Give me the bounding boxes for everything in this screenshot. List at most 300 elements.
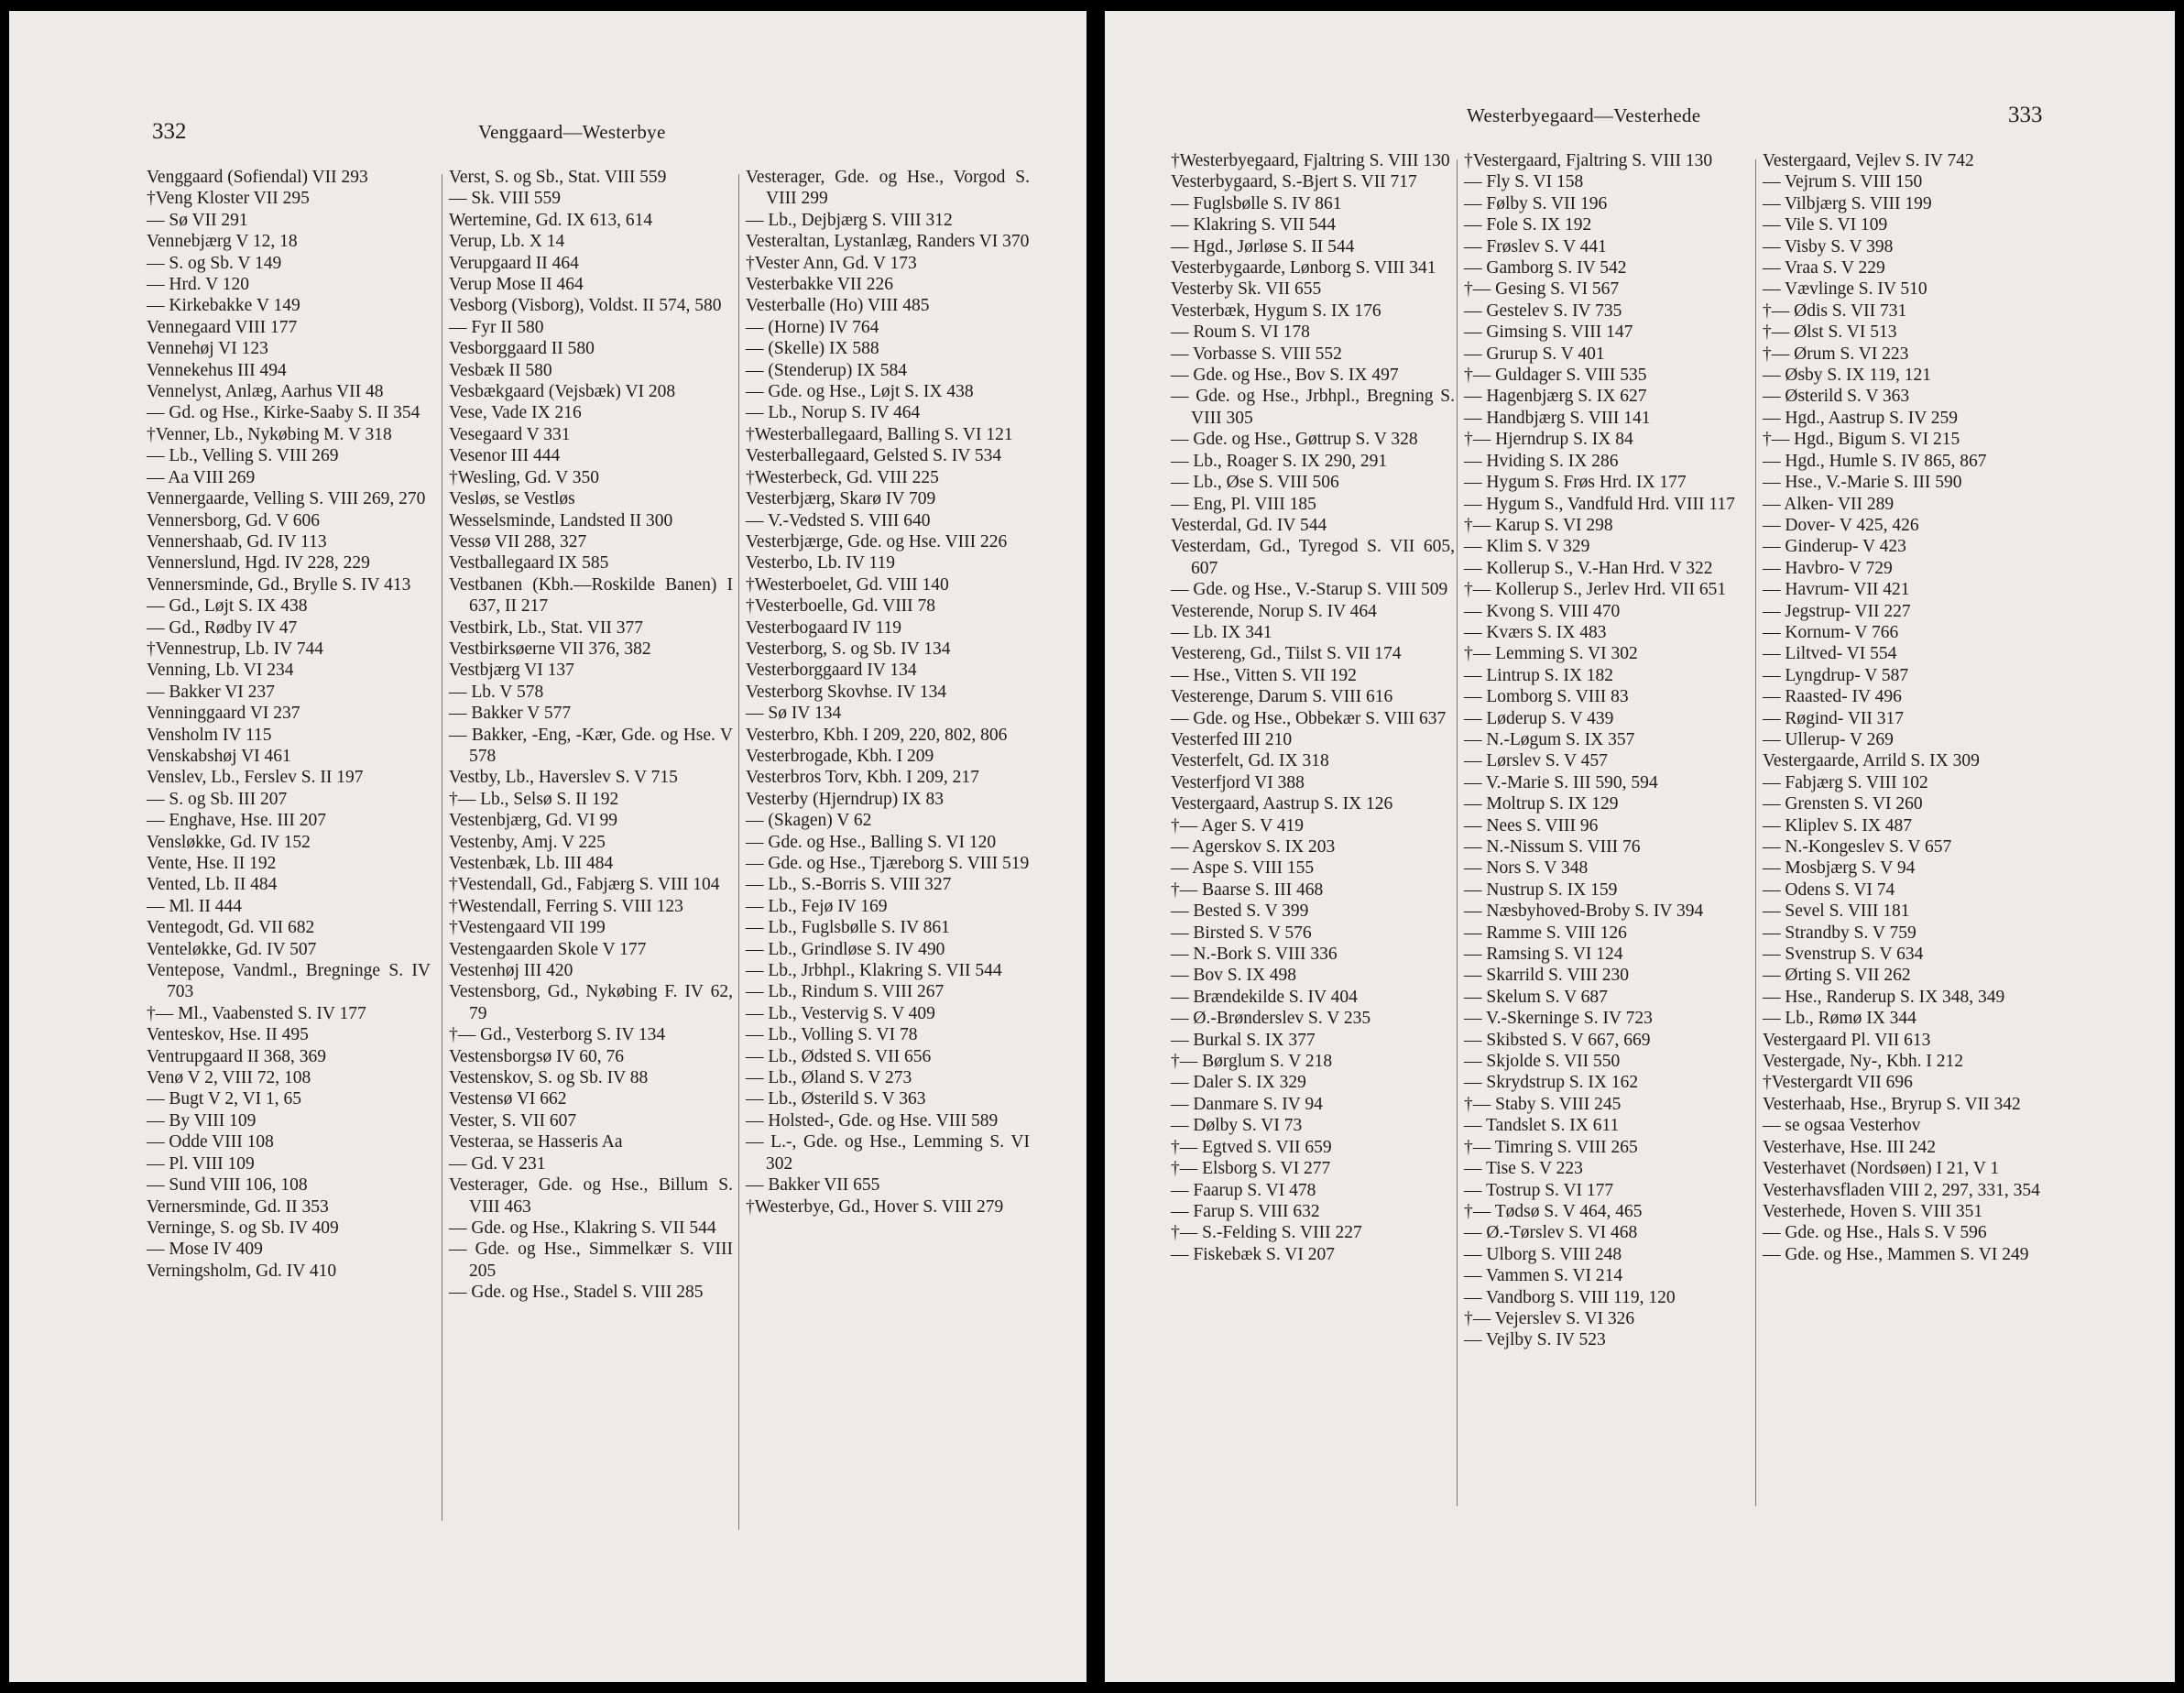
index-entry: — Fiskebæk S. VI 207	[1171, 1244, 1335, 1264]
index-entry: Verupgaard II 464	[449, 253, 579, 273]
index-entry: †Westerboelet, Gd. VIII 140	[746, 574, 949, 595]
index-column-3	[1763, 150, 2047, 1265]
index-entry: Vennerslund, Hgd. IV 228, 229	[147, 553, 370, 573]
index-entry: — Alken- VII 289	[1763, 494, 1895, 514]
running-head: Westerbyegaard—Vesterhede	[1467, 104, 1701, 126]
index-entry: — Aspe S. VIII 155	[1171, 858, 1315, 879]
page-number: 333	[2008, 103, 2043, 127]
index-entry: — Bakker VI 237	[147, 682, 275, 702]
index-entry: Vestbirk, Lb., Stat. VII 377	[449, 617, 643, 638]
index-entry: †— Lemming S. VI 302	[1464, 644, 1638, 664]
index-entry: Vesterhavet (Nordsøen) I 21, V 1	[1763, 1159, 2000, 1179]
index-entry: Venning, Lb. VI 234	[147, 661, 294, 681]
index-entry: Vennegaard VIII 177	[147, 317, 298, 337]
index-entry: — Gd. V 231	[449, 1153, 546, 1174]
column-rule	[738, 174, 739, 1530]
index-entry: — L.-, Gde. og Hse., Lemming S. VI 302	[746, 1132, 1030, 1174]
index-entry: — Klakring S. VII 544	[1171, 215, 1337, 235]
index-entry: †Westerballegaard, Balling S. VI 121	[746, 424, 1013, 444]
index-entry: Vestergaard Pl. VII 613	[1763, 1030, 1931, 1050]
index-entry: — Nors S. V 348	[1464, 858, 1589, 879]
index-entry: Vesterager, Gde. og Hse., Vorgod S. VIII 299	[746, 168, 1030, 209]
index-entry: — V.-Vedsted S. VIII 640	[746, 510, 931, 530]
index-entry: — N.-Kongeslev S. V 657	[1763, 837, 1952, 857]
index-entry: — Fole S. IX 192	[1464, 215, 1592, 235]
index-entry: — Gde. og Hse., Gøttrup S. V 328	[1171, 430, 1418, 450]
index-entry: — Bested S. V 399	[1171, 901, 1309, 922]
index-entry: — Frøslev S. V 441	[1464, 236, 1607, 257]
index-entry: — Gde. og Hse., Klakring S. VII 544	[449, 1218, 716, 1238]
index-entry: — Holsted-, Gde. og Hse. VIII 589	[746, 1110, 999, 1130]
index-entry: — Strandby S. V 759	[1763, 923, 1916, 943]
index-entry: Vestergaard, Aastrup S. IX 126	[1171, 794, 1393, 814]
index-entry: — Gde. og Hse., Hals S. V 596	[1763, 1223, 1987, 1243]
index-entry: — Birsted S. V 576	[1171, 923, 1312, 943]
index-entry: †— Hjerndrup S. IX 84	[1464, 430, 1633, 450]
index-entry: Vestereng, Gd., Tiilst S. VII 174	[1171, 644, 1402, 664]
index-entry: Wertemine, Gd. IX 613, 614	[449, 210, 653, 230]
index-entry: — Kollerup S., V.-Han Hrd. V 322	[1464, 558, 1713, 578]
index-entry: — Eng, Pl. VIII 185	[1171, 494, 1316, 514]
index-entry: — Kvong S. VIII 470	[1464, 601, 1621, 621]
index-entry: †— Ødis S. VII 731	[1763, 300, 1907, 321]
index-entry: — V.-Skerninge S. IV 723	[1464, 1009, 1653, 1029]
index-entry: Vesterbogaard IV 119	[746, 617, 902, 638]
index-entry: Vesterbygaarde, Lønborg S. VIII 341	[1171, 258, 1436, 279]
index-entry: — Sø VII 291	[147, 210, 248, 230]
index-entry: — Ulborg S. VIII 248	[1464, 1244, 1622, 1264]
index-entry: †— Ager S. V 419	[1171, 815, 1305, 836]
index-entry: — Kornum- V 766	[1763, 622, 1899, 642]
index-entry: — Grurup S. V 401	[1464, 344, 1605, 364]
index-entry: — Ml. II 444	[147, 896, 242, 916]
index-entry: — Hgd., Humle S. IV 865, 867	[1763, 451, 1987, 471]
index-entry: — Grensten S. VI 260	[1763, 794, 1923, 814]
index-entry: — Kværs S. IX 483	[1464, 622, 1607, 642]
index-entry: Verningsholm, Gd. IV 410	[147, 1261, 337, 1281]
index-entry: — Agerskov S. IX 203	[1171, 837, 1336, 857]
index-entry: †— Egtved S. VII 659	[1171, 1137, 1332, 1157]
index-entry: — Moltrup S. IX 129	[1464, 794, 1619, 814]
index-entry: Vestballegaard IX 585	[449, 553, 609, 573]
index-entry: — (Skagen) V 62	[746, 811, 872, 831]
index-entry: Vesteraa, se Hasseris Aa	[449, 1132, 623, 1152]
index-entry: — Ø.-Tørslev S. VI 468	[1464, 1223, 1638, 1243]
index-entry: — Lb., Norup S. IV 464	[746, 403, 921, 423]
index-entry: — Lyngdrup- V 587	[1763, 665, 1909, 685]
index-entry: — S. og Sb. V 149	[147, 253, 282, 273]
index-entry: — By VIII 109	[147, 1110, 257, 1130]
index-entry: — Jegstrup- VII 227	[1763, 601, 1911, 621]
index-entry: †— Guldager S. VIII 535	[1464, 366, 1647, 386]
index-entry: — Fuglsbølle S. IV 861	[1171, 193, 1342, 213]
index-entry: — Daler S. IX 329	[1171, 1073, 1306, 1093]
index-entry: — Lb., Volling S. VI 78	[746, 1025, 918, 1045]
index-entry: Verninge, S. og Sb. IV 409	[147, 1218, 339, 1238]
index-entry: — Fly S. VI 158	[1464, 172, 1584, 192]
index-entry: Vensløkke, Gd. IV 152	[147, 832, 311, 852]
index-entry: Vennebjærg V 12, 18	[147, 232, 298, 252]
index-entry: — Lb., Grindløse S. IV 490	[746, 939, 945, 959]
index-entry: Vesterfed III 210	[1171, 729, 1293, 749]
index-entry: — Lb., Øse S. VIII 506	[1171, 473, 1339, 493]
index-entry: — Skelum S. V 687	[1464, 987, 1608, 1007]
index-entry: †— Gd., Vesterborg S. IV 134	[449, 1025, 666, 1045]
index-entry: — Lørslev S. V 457	[1464, 751, 1608, 771]
index-entry: Vennelyst, Anlæg, Aarhus VII 48	[147, 382, 384, 402]
index-entry: — Svenstrup S. V 634	[1763, 945, 1924, 965]
index-entry: — Gd., Løjt S. IX 438	[147, 596, 308, 617]
index-entry: Venggaard (Sofiendal) VII 293	[147, 168, 368, 187]
index-entry: †— Baarse S. III 468	[1171, 879, 1324, 900]
index-entry: — (Horne) IV 764	[746, 317, 879, 337]
index-entry: — Fabjærg S. VIII 102	[1763, 772, 1928, 792]
index-column-1	[147, 167, 431, 1282]
index-entry: — Lb., Velling S. VIII 269	[147, 446, 339, 466]
right-page	[1105, 11, 2175, 1682]
index-entry: — Faarup S. VI 478	[1171, 1180, 1316, 1200]
index-entry: Vestenbjærg, Gd. VI 99	[449, 811, 617, 831]
index-entry: Ventegodt, Gd. VII 682	[147, 918, 315, 938]
index-column-1	[1171, 150, 1455, 1265]
index-entry: — V.-Marie S. III 590, 594	[1464, 772, 1658, 792]
index-entry: Verup, Lb. X 14	[449, 232, 565, 252]
index-entry: — Roum S. VI 178	[1171, 322, 1310, 343]
index-entry: — Vraa S. V 229	[1763, 258, 1885, 279]
index-entry: Vester, S. VII 607	[449, 1110, 577, 1130]
index-entry: Vestenskov, S. og Sb. IV 88	[449, 1068, 649, 1088]
index-entry: — Lb., Ødsted S. VII 656	[746, 1046, 932, 1066]
index-entry: Vesterdal, Gd. IV 544	[1171, 515, 1327, 535]
index-entry: Vesteraltan, Lystanlæg, Randers VI 370	[746, 232, 1030, 252]
index-entry: — Mosbjærg S. V 94	[1763, 858, 1916, 879]
index-entry: Vernersminde, Gd. II 353	[147, 1196, 329, 1217]
index-entry: — Handbjærg S. VIII 141	[1464, 408, 1651, 428]
index-entry: Vestensø VI 662	[449, 1089, 567, 1109]
index-entry: — se ogsaa Vesterhov	[1763, 1116, 1921, 1136]
index-entry: — Lb., Roager S. IX 290, 291	[1171, 451, 1388, 471]
page-number: 332	[152, 119, 187, 144]
index-entry: — Ramme S. VIII 126	[1464, 923, 1627, 943]
index-entry: — Gde. og Hse., V.-Starup S. VIII 509	[1171, 580, 1448, 600]
index-entry: †— Ml., Vaabensted S. IV 177	[147, 1003, 366, 1023]
index-entry: Vestergaarde, Arrild S. IX 309	[1763, 751, 1980, 771]
index-entry: — Tostrup S. VI 177	[1464, 1180, 1614, 1200]
index-entry: — Gde. og Hse., Løjt S. IX 438	[746, 382, 974, 402]
index-entry: Vesterende, Norup S. IV 464	[1171, 601, 1377, 621]
index-entry: — Visby S. V 398	[1763, 236, 1894, 257]
index-entry: Vesterbygaard, S.-Bjert S. VII 717	[1171, 172, 1417, 192]
index-entry: Vestergaard, Vejlev S. IV 742	[1763, 151, 1974, 170]
index-entry: — Sevel S. VIII 181	[1763, 901, 1910, 922]
index-entry: †— Staby S. VIII 245	[1464, 1094, 1622, 1114]
index-entry: — Ramsing S. VI 124	[1464, 945, 1623, 965]
index-entry: Vesterbæk, Hygum S. IX 176	[1171, 300, 1381, 321]
index-entry: — Odde VIII 108	[147, 1132, 274, 1152]
index-entry: — Pl. VIII 109	[147, 1153, 255, 1174]
index-entry: Vestbanen (Kbh.—Roskilde Banen) I 637, II 217	[449, 574, 733, 617]
index-entry: — Kliplev S. IX 487	[1763, 815, 1913, 836]
index-entry: Vesborggaard II 580	[449, 339, 595, 359]
column-rule	[1755, 159, 1756, 1506]
index-entry: — Lb., Jrbhpl., Klakring S. VII 544	[746, 961, 1002, 981]
index-entry: †— Kollerup S., Jerlev Hrd. VII 651	[1464, 580, 1727, 600]
index-entry: Vesenor III 444	[449, 446, 561, 466]
index-entry: — Følby S. VII 196	[1464, 193, 1608, 213]
index-entry: — Nees S. VIII 96	[1464, 815, 1599, 836]
index-entry: — Hse., Randerup S. IX 348, 349	[1763, 987, 2005, 1007]
index-entry: — Tandslet S. IX 611	[1464, 1116, 1620, 1136]
index-entry: — Sk. VIII 559	[449, 189, 562, 209]
index-entry: Vestbirksøerne VII 376, 382	[449, 639, 651, 659]
index-entry: — Enghave, Hse. III 207	[147, 811, 327, 831]
index-entry: — Raasted- IV 496	[1763, 687, 1902, 707]
index-entry: — Vandborg S. VIII 119, 120	[1464, 1287, 1676, 1307]
index-entry: Vennersborg, Gd. V 606	[147, 510, 321, 530]
index-column-2	[1464, 150, 1748, 1351]
index-entry: — Bakker V 577	[449, 704, 572, 724]
index-entry: — Lb. IX 341	[1171, 622, 1272, 642]
index-entry: — Gde. og Hse., Obbekær S. VIII 637	[1171, 708, 1447, 728]
index-entry: Vestensborg, Gd., Nykøbing F. IV 62, 79	[449, 982, 733, 1023]
index-entry: Vesterby Sk. VII 655	[1171, 279, 1322, 300]
index-entry: — Vorbasse S. VIII 552	[1171, 344, 1342, 364]
index-entry: — Danmare S. IV 94	[1171, 1094, 1323, 1114]
index-entry: Vestbjærg VI 137	[449, 661, 574, 681]
index-entry: Vesterhede, Hoven S. VIII 351	[1763, 1201, 1983, 1221]
index-entry: — Gde. og Hse., Bov S. IX 497	[1171, 366, 1399, 386]
index-entry: †Vestengaard VII 199	[449, 918, 606, 938]
index-entry: — Hygum S., Vandfuld Hrd. VIII 117	[1464, 494, 1735, 514]
index-entry: †Veng Kloster VII 295	[147, 189, 310, 209]
index-entry: — Lb., Rindum S. VIII 267	[746, 982, 945, 1002]
index-entry: — Østerild S. V 363	[1763, 387, 1910, 407]
index-entry: Ventrupgaard II 368, 369	[147, 1046, 327, 1066]
index-entry: — Lb. V 578	[449, 682, 544, 702]
index-entry: Vennekehus III 494	[147, 360, 287, 380]
index-entry: — Løderup S. V 439	[1464, 708, 1614, 728]
index-entry: Vesterfjord VI 388	[1171, 772, 1305, 792]
index-entry: — Gamborg S. IV 542	[1464, 258, 1627, 279]
index-entry: Vessø VII 288, 327	[449, 531, 587, 552]
index-entry: — Vammen S. VI 214	[1464, 1266, 1623, 1286]
index-entry: — Dover- V 425, 426	[1763, 515, 1919, 535]
index-entry: — Skrydstrup S. IX 162	[1464, 1073, 1639, 1093]
index-entry: — Vejrum S. VIII 150	[1763, 172, 1923, 192]
index-entry: — N.-Nissum S. VIII 76	[1464, 837, 1641, 857]
index-entry: — Ullerup- V 269	[1763, 729, 1894, 749]
index-entry: — Skibsted S. V 667, 669	[1464, 1030, 1651, 1050]
index-entry: — Burkal S. IX 377	[1171, 1030, 1316, 1050]
index-entry: Vented, Lb. II 484	[147, 875, 278, 895]
index-entry: — Gde. og Hse., Balling S. VI 120	[746, 832, 997, 852]
index-column-2	[449, 167, 733, 1304]
index-entry: Vesterballe (Ho) VIII 485	[746, 296, 930, 316]
index-entry: Vesbæk II 580	[449, 360, 552, 380]
index-entry: Vente, Hse. II 192	[147, 854, 277, 873]
index-entry: Vesterbo, Lb. IV 119	[746, 553, 896, 573]
index-entry: — Øsby S. IX 119, 121	[1763, 366, 1931, 386]
column-rule	[1457, 159, 1458, 1506]
index-entry: Vestenby, Amj. V 225	[449, 832, 606, 852]
index-entry: — N.-Bork S. VIII 336	[1171, 945, 1338, 965]
index-entry: †Vester Ann, Gd. V 173	[746, 253, 917, 273]
index-entry: Verst, S. og Sb., Stat. VIII 559	[449, 168, 667, 187]
index-entry: Vesterhavsfladen VIII 2, 297, 331, 354	[1763, 1180, 2040, 1200]
index-entry: †Vestergaard, Fjaltring S. VIII 130	[1464, 151, 1713, 170]
index-entry: Ventepose, Vandml., Bregninge S. IV 703	[147, 961, 431, 1002]
index-entry: Vesegaard V 331	[449, 424, 571, 444]
index-entry: †Westerbeck, Gd. VIII 225	[746, 467, 939, 487]
index-entry: Vesterborg, S. og Sb. IV 134	[746, 639, 951, 659]
index-entry: Vesløs, se Vestløs	[449, 489, 575, 509]
index-entry: — (Stenderup) IX 584	[746, 360, 908, 380]
index-entry: Venninggaard VI 237	[147, 704, 300, 724]
index-entry: — Lb., S.-Borris S. VIII 327	[746, 875, 952, 895]
index-entry: — Gde. og Hse., Stadel S. VIII 285	[449, 1283, 704, 1303]
index-entry: — Sund VIII 106, 108	[147, 1175, 308, 1196]
index-entry: — Gde. og Hse., Jrbhpl., Bregning S. VIII 305	[1171, 387, 1455, 428]
index-entry: †— Gesing S. VI 567	[1464, 279, 1620, 300]
index-entry: Vesterhave, Hse. III 242	[1763, 1137, 1936, 1157]
index-entry: — Dølby S. VI 73	[1171, 1116, 1303, 1136]
index-entry: — Gd. og Hse., Kirke-Saaby S. II 354	[147, 403, 420, 423]
index-entry: Vesterborggaard IV 134	[746, 661, 917, 681]
index-entry: Vesterhaab, Hse., Bryrup S. VII 342	[1763, 1094, 2021, 1114]
index-entry: — Lb., Dejbjærg S. VIII 312	[746, 210, 953, 230]
index-entry: †— Elsborg S. VI 277	[1171, 1159, 1331, 1179]
index-entry: Vestenbæk, Lb. III 484	[449, 854, 614, 873]
index-entry: — Ginderup- V 423	[1763, 537, 1906, 557]
index-entry: Vensholm IV 115	[147, 725, 272, 745]
index-entry: — Vejlby S. IV 523	[1464, 1330, 1606, 1350]
index-entry: — Hrd. V 120	[147, 275, 249, 295]
index-entry: Vesterager, Gde. og Hse., Billum S. VIII 463	[449, 1175, 733, 1217]
index-entry: — Hgd., Aastrup S. IV 259	[1763, 408, 1959, 428]
index-entry: †Venner, Lb., Nykøbing M. V 318	[147, 424, 392, 444]
index-entry: Vestenhøj III 420	[449, 961, 573, 981]
index-entry: Vesborg (Visborg), Voldst. II 574, 580	[449, 296, 722, 316]
index-entry: Vesterdam, Gd., Tyregod S. VII 605, 607	[1171, 537, 1455, 578]
index-entry: — Lintrup S. IX 182	[1464, 665, 1614, 685]
index-entry: — Hagenbjærg S. IX 627	[1464, 387, 1647, 407]
index-entry: — Liltved- VI 554	[1763, 644, 1897, 664]
index-entry: Vesterenge, Darum S. VIII 616	[1171, 687, 1393, 707]
index-entry: †Westendall, Ferring S. VIII 123	[449, 896, 683, 916]
index-entry: Vesterbjærg, Skarø IV 709	[746, 489, 936, 509]
index-entry: — Farup S. VIII 632	[1171, 1201, 1320, 1221]
index-entry: — Lb., Rømø IX 344	[1763, 1009, 1916, 1029]
index-entry: †— Vejerslev S. VI 326	[1464, 1308, 1635, 1328]
index-entry: — Gde. og Hse., Tjæreborg S. VIII 519	[746, 854, 1030, 873]
index-entry: — Gd., Rødby IV 47	[147, 617, 298, 638]
running-head: Venggaard—Westerbye	[478, 121, 666, 143]
index-entry: — Skjolde S. VII 550	[1464, 1052, 1621, 1072]
index-entry: Vesterballegaard, Gelsted S. IV 534	[746, 446, 1002, 466]
index-entry: — Hgd., Jørløse S. II 544	[1171, 236, 1355, 257]
index-entry: — Kirkebakke V 149	[147, 296, 300, 316]
left-page	[9, 11, 1087, 1682]
index-entry: †— Ørum S. VI 223	[1763, 344, 1909, 364]
index-entry: — N.-Løgum S. IX 357	[1464, 729, 1635, 749]
index-entry: Vesterby (Hjerndrup) IX 83	[746, 789, 945, 809]
index-entry: Vesterbakke VII 226	[746, 275, 894, 295]
index-entry: Vennehøj VI 123	[147, 339, 268, 359]
index-entry: — Brændekilde S. IV 404	[1171, 987, 1358, 1007]
index-entry: — Vile S. VI 109	[1763, 215, 1888, 235]
index-entry: — Gestelev S. IV 735	[1464, 300, 1622, 321]
index-entry: — Røgind- VII 317	[1763, 708, 1905, 728]
index-entry: †Vennestrup, Lb. IV 744	[147, 639, 323, 659]
index-entry: — Næsbyhoved-Broby S. IV 394	[1464, 901, 1704, 922]
index-entry: †— Karup S. VI 298	[1464, 515, 1613, 535]
index-entry: †Vestendall, Gd., Fabjærg S. VIII 104	[449, 875, 720, 895]
index-entry: †Westerbye, Gd., Hover S. VIII 279	[746, 1196, 1004, 1217]
index-entry: †Westerbyegaard, Fjaltring S. VIII 130	[1171, 151, 1450, 170]
index-entry: — Vævlinge S. IV 510	[1763, 279, 1927, 300]
index-entry: — Havbro- V 729	[1763, 558, 1893, 578]
index-entry: †— S.-Felding S. VIII 227	[1171, 1223, 1362, 1243]
index-entry: — Lomborg S. VIII 83	[1464, 687, 1629, 707]
index-entry: Verup Mose II 464	[449, 275, 584, 295]
index-entry: Vesterbrogade, Kbh. I 209	[746, 746, 934, 766]
index-entry: Wesselsminde, Landsted II 300	[449, 510, 673, 530]
index-entry: †— Timring S. VIII 265	[1464, 1137, 1638, 1157]
index-entry: Vesterbjærge, Gde. og Hse. VIII 226	[746, 531, 1008, 552]
index-entry: Vesterbro, Kbh. I 209, 220, 802, 806	[746, 725, 1008, 745]
index-entry: — Lb., Fejø IV 169	[746, 896, 888, 916]
index-entry: — Lb., Østerild S. V 363	[746, 1089, 926, 1109]
index-entry: — S. og Sb. III 207	[147, 789, 288, 809]
index-entry: Vesbækgaard (Vejsbæk) VI 208	[449, 382, 676, 402]
index-entry: Venslev, Lb., Ferslev S. II 197	[147, 768, 364, 788]
index-entry: Vennergaarde, Velling S. VIII 269, 270	[147, 489, 426, 509]
index-entry: — Lb., Fuglsbølle S. IV 861	[746, 918, 950, 938]
index-entry: Vestby, Lb., Haverslev S. V 715	[449, 768, 678, 788]
index-entry: — Hviding S. IX 286	[1464, 451, 1619, 471]
index-entry: — Gde. og Hse., Simmelkær S. VIII 205	[449, 1240, 733, 1281]
index-entry: Vestengaarden Skole V 177	[449, 939, 647, 959]
index-entry: — Gde. og Hse., Mammen S. VI 249	[1763, 1244, 2029, 1264]
index-entry: †Vestergardt VII 696	[1763, 1073, 1913, 1093]
index-entry: — Ø.-Brønderslev S. V 235	[1171, 1009, 1371, 1029]
index-entry: Venteløkke, Gd. IV 507	[147, 939, 317, 959]
index-entry: — Tise S. V 223	[1464, 1159, 1583, 1179]
index-entry: Venø V 2, VIII 72, 108	[147, 1068, 311, 1088]
index-entry: — Klim S. V 329	[1464, 537, 1590, 557]
index-entry: — Hse., Vitten S. VII 192	[1171, 665, 1357, 685]
index-entry: †— Hgd., Bigum S. VI 215	[1763, 430, 1960, 450]
index-entry: Vesterbros Torv, Kbh. I 209, 217	[746, 768, 979, 788]
index-entry: Vennersminde, Gd., Brylle S. IV 413	[147, 574, 411, 595]
index-entry: — Hygum S. Frøs Hrd. IX 177	[1464, 473, 1687, 493]
index-entry: †— Lb., Selsø S. II 192	[449, 789, 619, 809]
index-entry: — Vilbjærg S. VIII 199	[1763, 193, 1932, 213]
index-entry: Vesterfelt, Gd. IX 318	[1171, 751, 1329, 771]
index-entry: — (Skelle) IX 588	[746, 339, 879, 359]
index-entry: — Ørting S. VII 262	[1763, 966, 1911, 986]
index-entry: — Bakker VII 655	[746, 1175, 880, 1196]
index-entry: — Hse., V.-Marie S. III 590	[1763, 473, 1962, 493]
index-entry: Vestensborgsø IV 60, 76	[449, 1046, 625, 1066]
index-entry: †Wesling, Gd. V 350	[449, 467, 600, 487]
index-entry: Vestergade, Ny-, Kbh. I 212	[1763, 1052, 1963, 1072]
index-entry: — Havrum- VII 421	[1763, 580, 1910, 600]
index-entry: †— Børglum S. V 218	[1171, 1052, 1333, 1072]
index-entry: — Aa VIII 269	[147, 467, 256, 487]
index-column-3	[746, 167, 1030, 1218]
index-entry: — Lb., Vestervig S. V 409	[746, 1003, 935, 1023]
